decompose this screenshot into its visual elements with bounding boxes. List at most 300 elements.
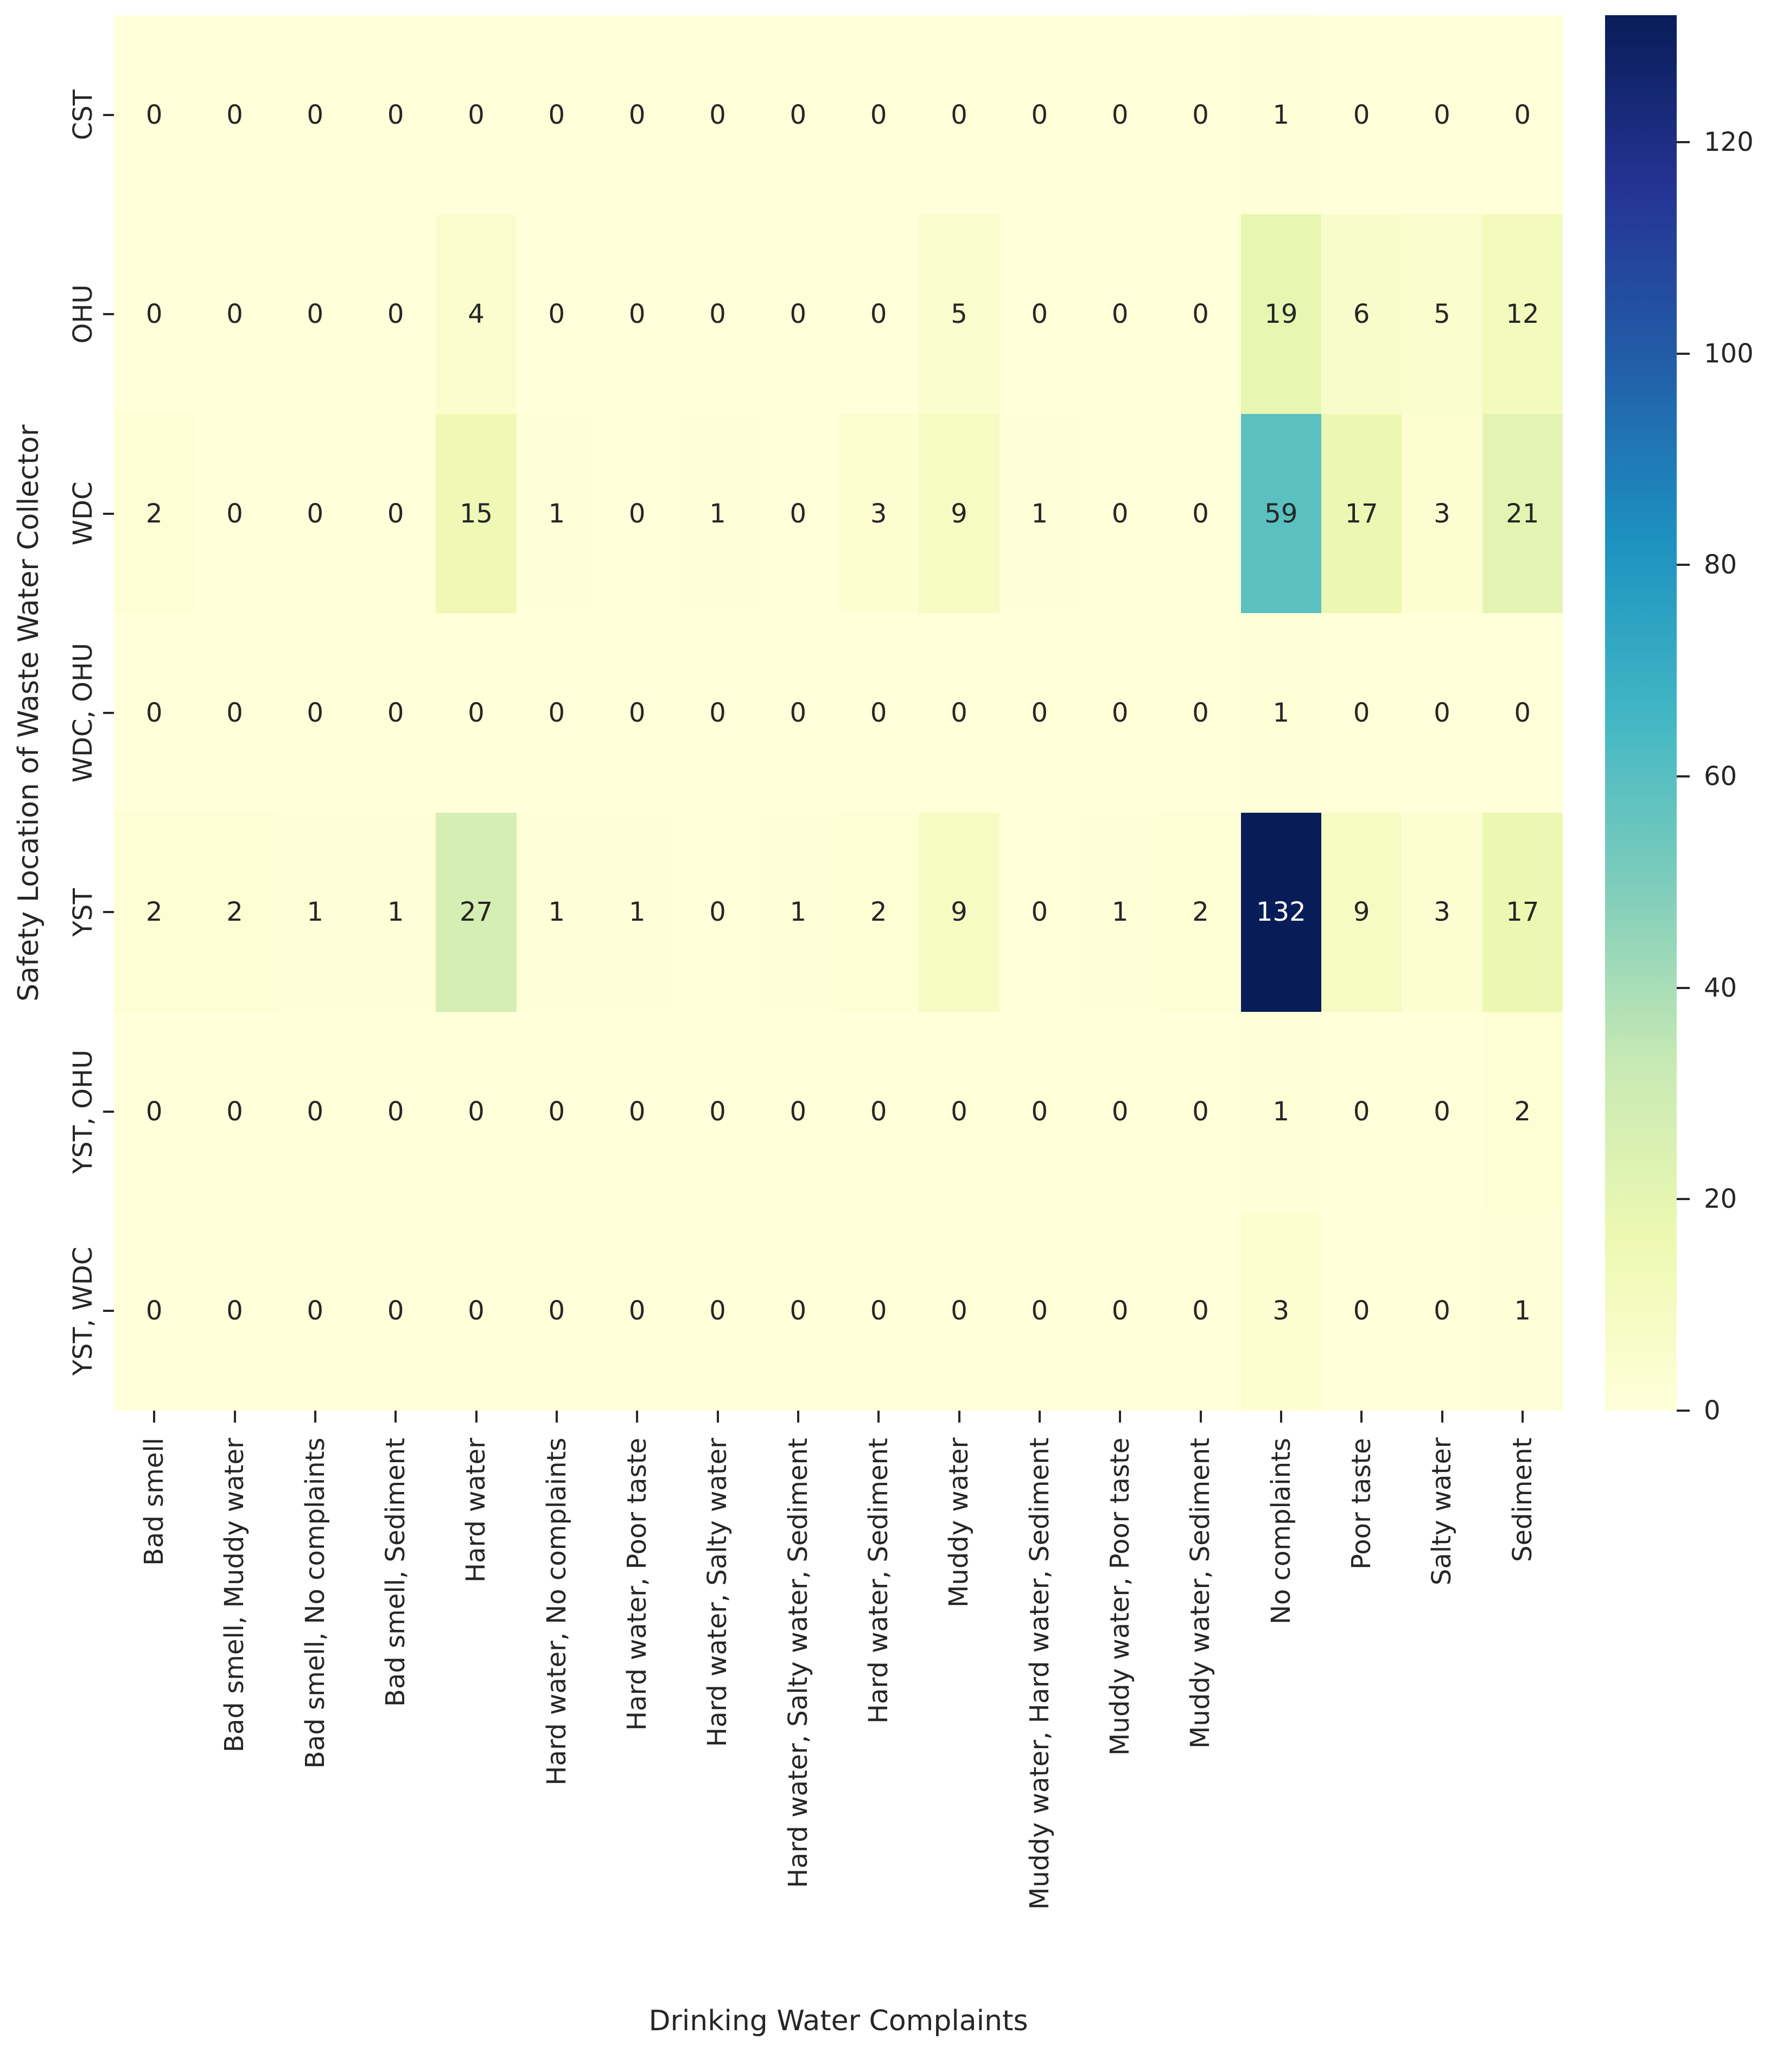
cell-value: 0 bbox=[548, 299, 565, 330]
colorbar-tick-mark bbox=[1677, 564, 1690, 566]
heatmap-cell bbox=[1000, 15, 1080, 214]
heatmap-cell bbox=[1080, 414, 1160, 613]
cell-value: 0 bbox=[387, 697, 404, 728]
cell-value: 1 bbox=[1111, 897, 1129, 928]
heatmap-cell bbox=[517, 214, 597, 413]
heatmap-cell bbox=[1482, 214, 1563, 413]
cell-value: 0 bbox=[628, 99, 646, 130]
cell-value: 9 bbox=[1353, 897, 1370, 928]
heatmap-cell bbox=[275, 613, 355, 812]
heatmap-cell bbox=[436, 813, 516, 1012]
x-tick-label: Hard water, Salty water, Sediment bbox=[782, 1438, 813, 1888]
cell-value: 0 bbox=[790, 99, 807, 130]
heatmap-cell bbox=[758, 1212, 838, 1411]
heatmap-cell bbox=[1402, 613, 1482, 812]
heatmap-cell bbox=[758, 15, 838, 214]
heatmap-cell bbox=[838, 214, 919, 413]
cell-value: 0 bbox=[870, 99, 887, 130]
heatmap-cell bbox=[1402, 1012, 1482, 1211]
heatmap-cell bbox=[194, 15, 275, 214]
heatmap-cell bbox=[1000, 214, 1080, 413]
heatmap-cell bbox=[597, 613, 677, 812]
heatmap-cell bbox=[517, 1012, 597, 1211]
cell-value: 6 bbox=[1353, 299, 1370, 330]
cell-value: 0 bbox=[1514, 697, 1531, 728]
x-tick-label: Hard water bbox=[461, 1438, 492, 1583]
cell-value: 0 bbox=[387, 1096, 404, 1127]
cell-value: 0 bbox=[307, 498, 324, 529]
cell-value: 0 bbox=[145, 697, 163, 728]
colorbar-tick-mark bbox=[1677, 987, 1690, 989]
x-axis-title: Drinking Water Complaints bbox=[648, 2005, 1028, 2037]
heatmap-cell bbox=[1321, 414, 1402, 613]
heatmap-cell bbox=[597, 414, 677, 613]
cell-value: 2 bbox=[870, 897, 887, 928]
cell-value: 0 bbox=[790, 299, 807, 330]
cell-value: 0 bbox=[709, 697, 726, 728]
heatmap-cell bbox=[677, 813, 757, 1012]
cell-value: 0 bbox=[1111, 1096, 1129, 1127]
heatmap-cell bbox=[517, 15, 597, 214]
cell-value: 1 bbox=[1272, 99, 1290, 130]
y-tick-label: WDC bbox=[68, 481, 98, 546]
cell-value: 0 bbox=[145, 299, 163, 330]
colorbar-tick-label: 100 bbox=[1704, 338, 1754, 369]
x-tick-label: Muddy water bbox=[944, 1438, 975, 1608]
cell-value: 4 bbox=[468, 299, 485, 330]
x-tick-label: Sediment bbox=[1507, 1438, 1538, 1563]
x-tick-mark bbox=[314, 1411, 316, 1423]
cell-value: 0 bbox=[1192, 697, 1209, 728]
cell-value: 0 bbox=[1514, 99, 1531, 130]
cell-value: 1 bbox=[790, 897, 807, 928]
cell-value: 0 bbox=[1434, 1096, 1450, 1127]
cell-value: 15 bbox=[459, 498, 493, 529]
colorbar-tick-label: 120 bbox=[1704, 126, 1754, 157]
cell-value: 1 bbox=[1272, 1096, 1290, 1127]
x-tick-mark bbox=[1200, 1411, 1202, 1423]
colorbar-tick-mark bbox=[1677, 775, 1690, 777]
cell-value: 3 bbox=[1272, 1296, 1290, 1327]
x-tick-mark bbox=[636, 1411, 638, 1423]
cell-value: 0 bbox=[951, 99, 967, 130]
colorbar-tick-mark bbox=[1677, 1410, 1690, 1412]
x-tick-label: Salty water bbox=[1427, 1438, 1457, 1586]
cell-value: 19 bbox=[1264, 299, 1298, 330]
heatmap-cell bbox=[1080, 214, 1160, 413]
heatmap-cell bbox=[114, 414, 194, 613]
cell-value: 0 bbox=[1031, 99, 1048, 130]
heatmap-cell bbox=[677, 15, 757, 214]
cell-value: 59 bbox=[1264, 498, 1298, 529]
heatmap-cell bbox=[1402, 813, 1482, 1012]
heatmap-cell bbox=[919, 1012, 999, 1211]
colorbar-tick-label: 80 bbox=[1704, 550, 1737, 581]
cell-value: 0 bbox=[951, 697, 967, 728]
cell-value: 0 bbox=[226, 299, 243, 330]
cell-value: 0 bbox=[307, 697, 324, 728]
y-tick-mark bbox=[103, 114, 114, 116]
cell-value: 0 bbox=[226, 99, 243, 130]
cell-value: 0 bbox=[1111, 299, 1129, 330]
heatmap-cell bbox=[1160, 813, 1240, 1012]
x-tick-label: Poor taste bbox=[1346, 1438, 1377, 1570]
heatmap-cell bbox=[355, 414, 436, 613]
heatmap-cell bbox=[355, 813, 436, 1012]
heatmap-cell bbox=[677, 1212, 757, 1411]
heatmap-cell bbox=[1321, 1012, 1402, 1211]
heatmap-cell bbox=[1482, 1212, 1563, 1411]
cell-value: 0 bbox=[870, 1296, 887, 1327]
y-axis-title: Safety Location of Waste Water Collector bbox=[12, 424, 45, 1002]
cell-value: 0 bbox=[1353, 99, 1370, 130]
x-tick-mark bbox=[958, 1411, 960, 1423]
heatmap-cell bbox=[677, 214, 757, 413]
heatmap-cell bbox=[1000, 613, 1080, 812]
heatmap-cell bbox=[275, 414, 355, 613]
heatmap-cell bbox=[1482, 613, 1563, 812]
cell-value: 1 bbox=[709, 498, 726, 529]
y-tick-mark bbox=[103, 513, 114, 515]
cell-value: 132 bbox=[1256, 897, 1306, 928]
cell-value: 0 bbox=[709, 1296, 726, 1327]
y-tick-mark bbox=[103, 712, 114, 714]
cell-value: 0 bbox=[1031, 1096, 1048, 1127]
x-tick-mark bbox=[1360, 1411, 1363, 1423]
heatmap-cell bbox=[838, 1012, 919, 1211]
cell-value: 0 bbox=[951, 1096, 967, 1127]
heatmap-cell bbox=[597, 15, 677, 214]
heatmap-cell bbox=[194, 613, 275, 812]
cell-value: 0 bbox=[548, 1096, 565, 1127]
cell-value: 0 bbox=[1192, 99, 1209, 130]
cell-value: 9 bbox=[951, 498, 967, 529]
heatmap-cell bbox=[436, 1212, 516, 1411]
heatmap-cell bbox=[194, 414, 275, 613]
cell-value: 0 bbox=[387, 1296, 404, 1327]
y-tick-label: YST, WDC bbox=[68, 1246, 98, 1376]
heatmap-cell bbox=[1321, 1212, 1402, 1411]
heatmap-cell bbox=[1241, 214, 1321, 413]
heatmap-cell bbox=[517, 1212, 597, 1411]
cell-value: 0 bbox=[870, 1096, 887, 1127]
x-tick-mark bbox=[1119, 1411, 1121, 1423]
heatmap-cell bbox=[1160, 613, 1240, 812]
heatmap-cell bbox=[758, 414, 838, 613]
cell-value: 0 bbox=[1192, 498, 1209, 529]
x-tick-mark bbox=[797, 1411, 799, 1423]
cell-value: 0 bbox=[387, 299, 404, 330]
cell-value: 0 bbox=[468, 1096, 485, 1127]
x-tick-label: Bad smell, Sediment bbox=[380, 1438, 411, 1707]
heatmap-cell bbox=[517, 613, 597, 812]
cell-value: 2 bbox=[145, 498, 163, 529]
heatmap-cell bbox=[114, 813, 194, 1012]
heatmap-cell bbox=[1160, 15, 1240, 214]
cell-value: 0 bbox=[790, 697, 807, 728]
heatmap-cell bbox=[1402, 1212, 1482, 1411]
heatmap-cell bbox=[1000, 1212, 1080, 1411]
y-tick-label: CST bbox=[68, 90, 98, 141]
heatmap-cell bbox=[838, 813, 919, 1012]
cell-value: 0 bbox=[709, 99, 726, 130]
heatmap-cell bbox=[1321, 214, 1402, 413]
colorbar-tick-label: 60 bbox=[1704, 761, 1737, 792]
x-tick-mark bbox=[153, 1411, 155, 1423]
heatmap-cell bbox=[758, 613, 838, 812]
cell-value: 0 bbox=[226, 1296, 243, 1327]
cell-value: 0 bbox=[1031, 897, 1048, 928]
x-tick-label: Muddy water, Hard water, Sediment bbox=[1024, 1438, 1055, 1910]
heatmap-cell bbox=[194, 1012, 275, 1211]
cell-value: 0 bbox=[709, 1096, 726, 1127]
cell-value: 5 bbox=[1434, 299, 1450, 330]
cell-value: 1 bbox=[628, 897, 646, 928]
cell-value: 0 bbox=[548, 99, 565, 130]
cell-value: 0 bbox=[709, 299, 726, 330]
cell-value: 0 bbox=[628, 697, 646, 728]
cell-value: 0 bbox=[628, 1296, 646, 1327]
heatmap-cell bbox=[919, 1212, 999, 1411]
colorbar-tick-label: 20 bbox=[1704, 1184, 1737, 1215]
heatmap-cell bbox=[597, 1012, 677, 1211]
heatmap-cell bbox=[436, 414, 516, 613]
colorbar-tick-mark bbox=[1677, 1198, 1690, 1200]
cell-value: 0 bbox=[1434, 697, 1450, 728]
heatmap-cell bbox=[1241, 15, 1321, 214]
heatmap-cell bbox=[758, 813, 838, 1012]
heatmap-cell bbox=[1160, 1212, 1240, 1411]
heatmap-cell bbox=[1241, 1212, 1321, 1411]
cell-value: 0 bbox=[548, 697, 565, 728]
x-tick-label: Bad smell bbox=[139, 1438, 169, 1566]
cell-value: 0 bbox=[870, 697, 887, 728]
cell-value: 2 bbox=[226, 897, 243, 928]
heatmap-cell bbox=[919, 15, 999, 214]
cell-value: 0 bbox=[1434, 1296, 1450, 1327]
heatmap-cell bbox=[919, 813, 999, 1012]
cell-value: 0 bbox=[1031, 697, 1048, 728]
cell-value: 0 bbox=[307, 1096, 324, 1127]
heatmap-cell bbox=[597, 1212, 677, 1411]
x-tick-label: Hard water, Sediment bbox=[863, 1438, 894, 1724]
cell-value: 0 bbox=[1353, 1296, 1370, 1327]
cell-value: 0 bbox=[226, 697, 243, 728]
x-tick-mark bbox=[1039, 1411, 1041, 1423]
cell-value: 0 bbox=[387, 99, 404, 130]
cell-value: 0 bbox=[628, 299, 646, 330]
heatmap-cell bbox=[1160, 414, 1240, 613]
heatmap-cell bbox=[194, 214, 275, 413]
heatmap-cell bbox=[275, 813, 355, 1012]
heatmap-cell bbox=[1160, 214, 1240, 413]
heatmap-cell bbox=[1321, 15, 1402, 214]
cell-value: 0 bbox=[145, 1096, 163, 1127]
heatmap-cell bbox=[355, 1212, 436, 1411]
x-tick-label: Muddy water, Sediment bbox=[1185, 1438, 1216, 1749]
cell-value: 0 bbox=[307, 99, 324, 130]
heatmap-cell bbox=[1402, 214, 1482, 413]
cell-value: 0 bbox=[790, 1096, 807, 1127]
heatmap-cell bbox=[677, 1012, 757, 1211]
cell-value: 17 bbox=[1345, 498, 1378, 529]
y-tick-label: OHU bbox=[68, 284, 98, 344]
cell-value: 0 bbox=[1192, 299, 1209, 330]
heatmap-cell bbox=[1482, 15, 1563, 214]
cell-value: 2 bbox=[145, 897, 163, 928]
x-tick-label: Bad smell, No complaints bbox=[300, 1438, 330, 1769]
heatmap-cell bbox=[677, 414, 757, 613]
heatmap-cell bbox=[114, 214, 194, 413]
heatmap-cell bbox=[114, 15, 194, 214]
heatmap-cell bbox=[1321, 813, 1402, 1012]
cell-value: 0 bbox=[1192, 1096, 1209, 1127]
heatmap-cell bbox=[677, 613, 757, 812]
heatmap-cell bbox=[1241, 813, 1321, 1012]
heatmap-cell bbox=[758, 214, 838, 413]
cell-value: 0 bbox=[387, 498, 404, 529]
colorbar bbox=[1605, 15, 1677, 1411]
heatmap-cell bbox=[114, 1012, 194, 1211]
cell-value: 0 bbox=[790, 498, 807, 529]
heatmap-cell bbox=[517, 813, 597, 1012]
x-tick-mark bbox=[1522, 1411, 1524, 1423]
colorbar-tick-label: 40 bbox=[1704, 972, 1737, 1003]
y-tick-mark bbox=[103, 1310, 114, 1312]
cell-value: 2 bbox=[1514, 1096, 1531, 1127]
heatmap-cell bbox=[1080, 1012, 1160, 1211]
cell-value: 0 bbox=[1353, 697, 1370, 728]
y-tick-label: YST bbox=[68, 888, 98, 936]
x-tick-mark bbox=[394, 1411, 397, 1423]
cell-value: 3 bbox=[870, 498, 887, 529]
x-tick-label: Hard water, Poor taste bbox=[622, 1438, 652, 1731]
heatmap-cell bbox=[275, 15, 355, 214]
heatmap-cell bbox=[436, 613, 516, 812]
heatmap-cell bbox=[1000, 813, 1080, 1012]
heatmap-cell bbox=[275, 214, 355, 413]
heatmap-cell bbox=[1080, 813, 1160, 1012]
heatmap-cell bbox=[838, 15, 919, 214]
heatmap-cell bbox=[436, 1012, 516, 1211]
x-tick-mark bbox=[1280, 1411, 1282, 1423]
y-tick-mark bbox=[103, 313, 114, 315]
heatmap-cell bbox=[436, 15, 516, 214]
heatmap-cell bbox=[355, 15, 436, 214]
cell-value: 0 bbox=[1192, 1296, 1209, 1327]
colorbar-tick-mark bbox=[1677, 141, 1690, 143]
x-tick-label: Bad smell, Muddy water bbox=[219, 1438, 250, 1752]
cell-value: 3 bbox=[1434, 498, 1450, 529]
colorbar-tick-mark bbox=[1677, 353, 1690, 355]
heatmap-cell bbox=[919, 613, 999, 812]
heatmap-cell bbox=[597, 813, 677, 1012]
cell-value: 0 bbox=[226, 1096, 243, 1127]
cell-value: 17 bbox=[1506, 897, 1539, 928]
cell-value: 1 bbox=[1031, 498, 1048, 529]
cell-value: 0 bbox=[1111, 1296, 1129, 1327]
cell-value: 0 bbox=[145, 1296, 163, 1327]
cell-value: 0 bbox=[1111, 99, 1129, 130]
heatmap-cell bbox=[114, 613, 194, 812]
cell-value: 0 bbox=[790, 1296, 807, 1327]
cell-value: 0 bbox=[468, 99, 485, 130]
heatmap-cell bbox=[1241, 1012, 1321, 1211]
y-tick-mark bbox=[103, 1111, 114, 1113]
y-tick-mark bbox=[103, 911, 114, 913]
x-tick-mark bbox=[475, 1411, 478, 1423]
cell-value: 0 bbox=[951, 1296, 967, 1327]
cell-value: 3 bbox=[1434, 897, 1450, 928]
cell-value: 27 bbox=[459, 897, 493, 928]
heatmap-cell bbox=[1080, 15, 1160, 214]
cell-value: 2 bbox=[1192, 897, 1209, 928]
cell-value: 0 bbox=[468, 697, 485, 728]
colorbar-tick-label: 0 bbox=[1704, 1395, 1721, 1426]
cell-value: 1 bbox=[548, 498, 565, 529]
x-tick-label: Hard water, Salty water bbox=[702, 1438, 733, 1747]
cell-value: 5 bbox=[951, 299, 967, 330]
cell-value: 0 bbox=[1031, 1296, 1048, 1327]
heatmap-cell bbox=[838, 613, 919, 812]
y-tick-label: WDC, OHU bbox=[68, 643, 98, 783]
x-tick-label: No complaints bbox=[1265, 1438, 1296, 1624]
cell-value: 0 bbox=[1031, 299, 1048, 330]
heatmap-cell bbox=[1321, 613, 1402, 812]
heatmap-cell bbox=[275, 1012, 355, 1211]
cell-value: 0 bbox=[307, 299, 324, 330]
heatmap-cell bbox=[1080, 1212, 1160, 1411]
heatmap-grid bbox=[114, 15, 1563, 1411]
heatmap-cell bbox=[1482, 414, 1563, 613]
heatmap-cell bbox=[1241, 414, 1321, 613]
cell-value: 0 bbox=[628, 1096, 646, 1127]
x-tick-label: Hard water, No complaints bbox=[541, 1438, 572, 1786]
heatmap-cell bbox=[1000, 414, 1080, 613]
heatmap-cell bbox=[517, 414, 597, 613]
heatmap-cell bbox=[1080, 613, 1160, 812]
cell-value: 0 bbox=[468, 1296, 485, 1327]
cell-value: 0 bbox=[307, 1296, 324, 1327]
cell-value: 1 bbox=[1514, 1296, 1531, 1327]
heatmap-cell bbox=[597, 214, 677, 413]
cell-value: 0 bbox=[628, 498, 646, 529]
cell-value: 1 bbox=[387, 897, 404, 928]
cell-value: 1 bbox=[1272, 697, 1290, 728]
heatmap-cell bbox=[1482, 813, 1563, 1012]
heatmap-cell bbox=[1241, 613, 1321, 812]
heatmap-cell bbox=[194, 1212, 275, 1411]
cell-value: 0 bbox=[1111, 498, 1129, 529]
x-tick-mark bbox=[1441, 1411, 1443, 1423]
x-tick-mark bbox=[877, 1411, 880, 1423]
heatmap-cell bbox=[1402, 414, 1482, 613]
heatmap-cell bbox=[758, 1012, 838, 1211]
heatmap-cell bbox=[1482, 1012, 1563, 1211]
cell-value: 12 bbox=[1506, 299, 1539, 330]
heatmap-cell bbox=[114, 1212, 194, 1411]
cell-value: 0 bbox=[709, 897, 726, 928]
x-tick-mark bbox=[234, 1411, 236, 1423]
heatmap-cell bbox=[355, 1012, 436, 1211]
cell-value: 0 bbox=[1353, 1096, 1370, 1127]
heatmap-cell bbox=[919, 214, 999, 413]
cell-value: 0 bbox=[226, 498, 243, 529]
cell-value: 0 bbox=[548, 1296, 565, 1327]
cell-value: 9 bbox=[951, 897, 967, 928]
cell-value: 0 bbox=[145, 99, 163, 130]
heatmap-cell bbox=[919, 414, 999, 613]
